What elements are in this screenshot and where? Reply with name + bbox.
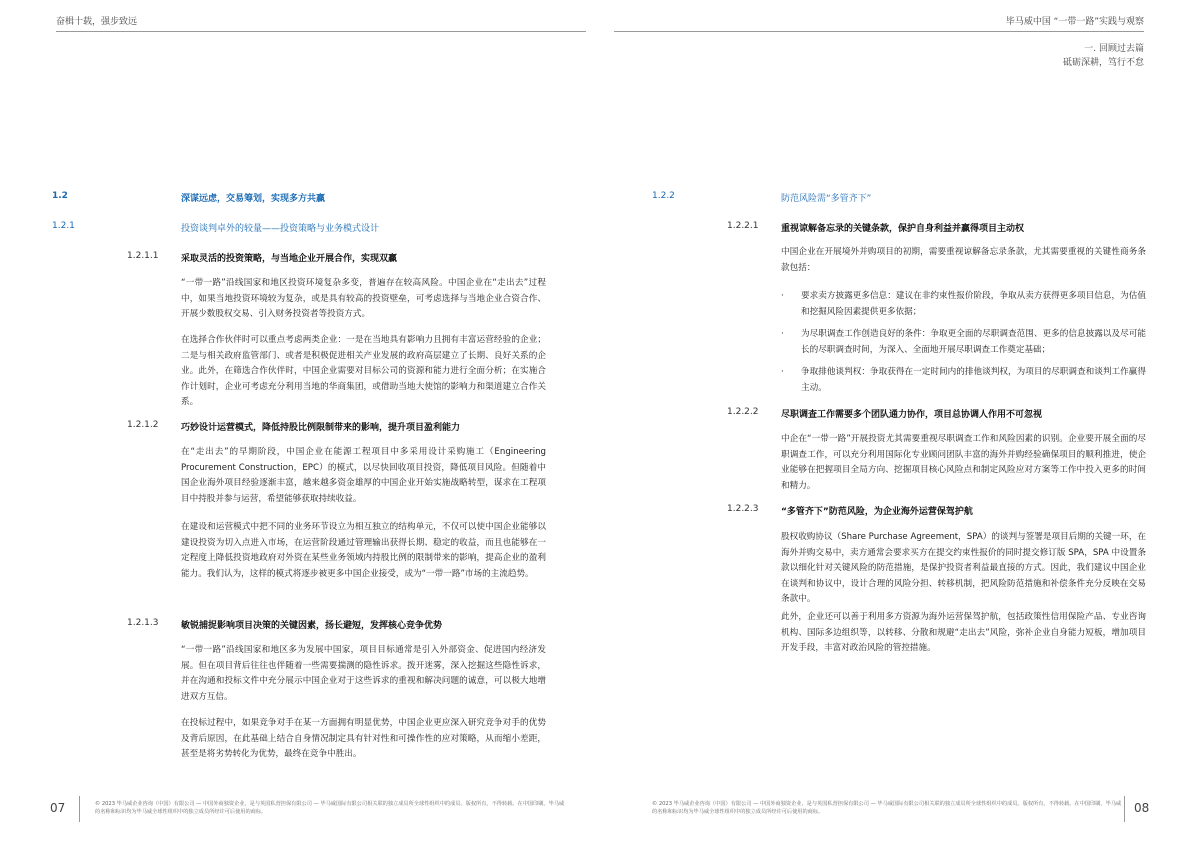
section-marker-subtitle: 砥砺深耕，笃行不怠 [1062,58,1144,68]
section-number: 1.2 [52,191,68,201]
paragraph: 股权收购协议（Share Purchase Agreement，SPA）的谈判与签署是项目后期的关键一环，在海外并购交易中，卖方通常会要求买方在提交约束性报价的同时提交修订版 SPA，SPA 中设置条款以细化针对关键风险的防范措施，是保护投资者利益最直接的方式。因此，我们建议中国企业在谈判和协议中，设计合理的风险分担、转移机制，把风险防范措施和补偿条件充分反映在交易条款中。 [781,532,1147,604]
page-number-right: 08 [1134,801,1150,815]
bullet-marker: · [781,291,784,301]
running-header-right: 毕马威中国 “一带一路”实践与观察 [1005,17,1144,27]
running-header-left: 奋楫十载，强步致远 [56,17,138,27]
footer-legal-left: © 2023 毕马威企业咨询（中国）有限公司 — 中国外商独资企业，是与英国私营担保有限公司 — 毕马威国际有限公司相关联的独立成员所全球性组织中的成员。版权所有，不得转载。在中国印刷。毕马威的名称和标识均为毕马威全球性组织中的独立成员所经许可后使用的商标。 [95,801,565,815]
paragraph: 此外，企业还可以善于利用多方资源为海外运营保驾护航，包括政策性信用保险产品、专业咨询机构、国际多边组织等，以转移、分散和规避“走出去”风险，弥补企业自身能力短板，增加项目开发手段，丰富对政治风险的管控措施。 [781,612,1146,653]
bullet-list [781,289,1146,403]
subsubsection-number: 1.2.2.2 [727,407,759,417]
paragraph: 在选择合作伙伴时可以重点考虑两类企业：一是在当地具有影响力且拥有丰富运营经验的企业；二是与相关政府监管部门、或者是积极促进相关产业发展的政府高层建立了长期、良好关系的企业。此外，在筛选合作伙伴时，中国企业需要对目标公司的资源和能力进行全面分析；在实施合作计划时，企业可考虑充分利用当地的华商集团，或借助当地大使馆的影响力和渠道建立合作关系。 [181,335,546,407]
page-number-left: 07 [50,801,66,815]
footer-legal-right: © 2023 毕马威企业咨询（中国）有限公司 — 中国外商独资企业，是与英国私营担保有限公司 — 毕马威国际有限公司相关联的独立成员所全球性组织中的成员。版权所有，不得转载。在中国印刷。毕马威的名称和标识均为毕马威全球性组织中的独立成员所经许可后使用的商标。 [652,801,1122,815]
subsubsection-title: 采取灵活的投资策略，与当地企业开展合作，实现双赢 [181,254,398,264]
subsection-title: 投资谈判卓外的较量——投资策略与业务模式设计 [181,224,380,234]
header-divider-left [56,31,586,32]
bullet-text: 要求卖方披露更多信息：建议在非约束性报价阶段，争取从卖方获得更多项目信息，为估值和挖掘风险因素提供更多依据； [801,291,1146,317]
footer-divider-left [79,796,80,822]
bullet-item [781,327,1146,358]
section-marker-title: 一. 回顾过去篇 [1084,44,1144,54]
bullet-item [781,289,1146,320]
subsubsection-title: 巧妙设计运营模式，降低持股比例限制带来的影响，提升项目盈利能力 [181,423,461,433]
paragraph: 在“走出去”的早期阶段，中国企业在能源工程项目中多采用设计采购施工（Engineering Procurement Construction，EPC）的模式，以尽快回收项目投资，降低项目风险。但随着中国企业海外项目经验逐渐丰富，越来越多资金雄厚的中国企业开始实施战略转型，谋求在工程项目中持股并参与运营，希望能够获取持续收益。 [181,447,546,504]
paragraph: “一带一路”沿线国家和地区投资环境复杂多变，普遍存在较高风险。中国企业在“走出去”过程中，如果当地投资环境较为复杂，或是具有较高的投资壁垒，可考虑选择与当地企业合资合作、开展少数股权交易、引入财务投资者等投资方式。 [181,278,546,319]
subsubsection-number: 1.2.2.1 [727,221,759,231]
paragraph: 中国企业在开展境外并购项目的初期，需要重视谅解备忘录条款，尤其需要重视的关键性商务条款包括： [781,247,1146,273]
header-divider-right [614,31,1144,32]
subsubsection-number: 1.2.2.3 [727,504,759,514]
subsubsection-number: 1.2.1.1 [127,251,159,261]
footer-divider-right [1124,796,1125,822]
subsubsection-title: 尽职调查工作需要多个团队通力协作，项目总协调人作用不可忽视 [781,410,1043,420]
bullet-marker: · [781,329,784,339]
bullet-text: 为尽职调查工作创造良好的条件：争取更全面的尽职调查范围、更多的信息披露以及尽可能长的尽职调查时间，为深入、全面地开展尽职调查工作奠定基础； [801,329,1146,355]
subsection-number: 1.2.1 [52,221,75,231]
section-title: 深谋远虑，交易筹划，实现多方共赢 [181,194,326,204]
paragraph: 中企在“一带一路”开展投资尤其需要重视尽职调查工作和风险因素的识别。企业要开展全面的尽职调查工作，可以充分利用国际化专业顾问团队丰富的海外并购经验确保项目的顺利推进，使企业能够在把握项目全局方向、挖掘项目核心风险点和制定风险应对方案等工作中投入更多的时间和精力。 [781,434,1146,491]
subsubsection-number: 1.2.1.3 [127,618,159,628]
section-marker [1063,42,1144,70]
subsubsection-number: 1.2.1.2 [127,420,159,430]
subsection-number: 1.2.2 [652,191,675,201]
subsection-title: 防范风险需“多管齐下” [781,194,872,204]
bullet-text: 争取排他谈判权：争取获得在一定时间内的排他谈判权，为项目的尽职调查和谈判工作赢得主动。 [801,367,1146,393]
paragraph: 在建设和运营模式中把不同的业务环节设立为相互独立的结构单元，不仅可以使中国企业能够以建设投资为切入点进入市场，在运营阶段通过管理输出获得长期、稳定的收益，而且也能够在一定程度上降低投资地政府对外资在某些业务领域内持股比例的限制带来的影响，提高企业的盈利能力。我们认为，这样的模式将逐步被更多中国企业接受，成为“一带一路”市场的主流趋势。 [181,522,546,579]
subsubsection-title: 重视谅解备忘录的关键条款，保护自身利益并赢得项目主动权 [781,224,1025,234]
subsubsection-title: “多管齐下”防范风险，为企业海外运营保驾护航 [781,507,973,517]
paragraph: 在投标过程中，如果竞争对手在某一方面拥有明显优势，中国企业更应深入研究竞争对手的优势及背后原因，在此基础上结合自身情况制定具有针对性和可操作性的应对策略，从而缩小差距，甚至是将劣势转化为优势，最终在竞争中胜出。 [181,718,546,759]
bullet-item [781,365,1146,396]
subsubsection-title: 敏锐捕捉影响项目决策的关键因素，扬长避短，发挥核心竞争优势 [181,621,443,631]
paragraph: “一带一路”沿线国家和地区多为发展中国家，项目目标通常是引入外部资金、促进国内经济发展。但在项目背后往往也伴随着一些需要揣测的隐性诉求。拨开迷雾，深入挖掘这些隐性诉求，并在沟通和投标文件中充分展示中国企业对于这些诉求的重视和解决问题的诚意，可以极大地增进双方互信。 [181,645,546,702]
bullet-marker: · [781,367,784,377]
